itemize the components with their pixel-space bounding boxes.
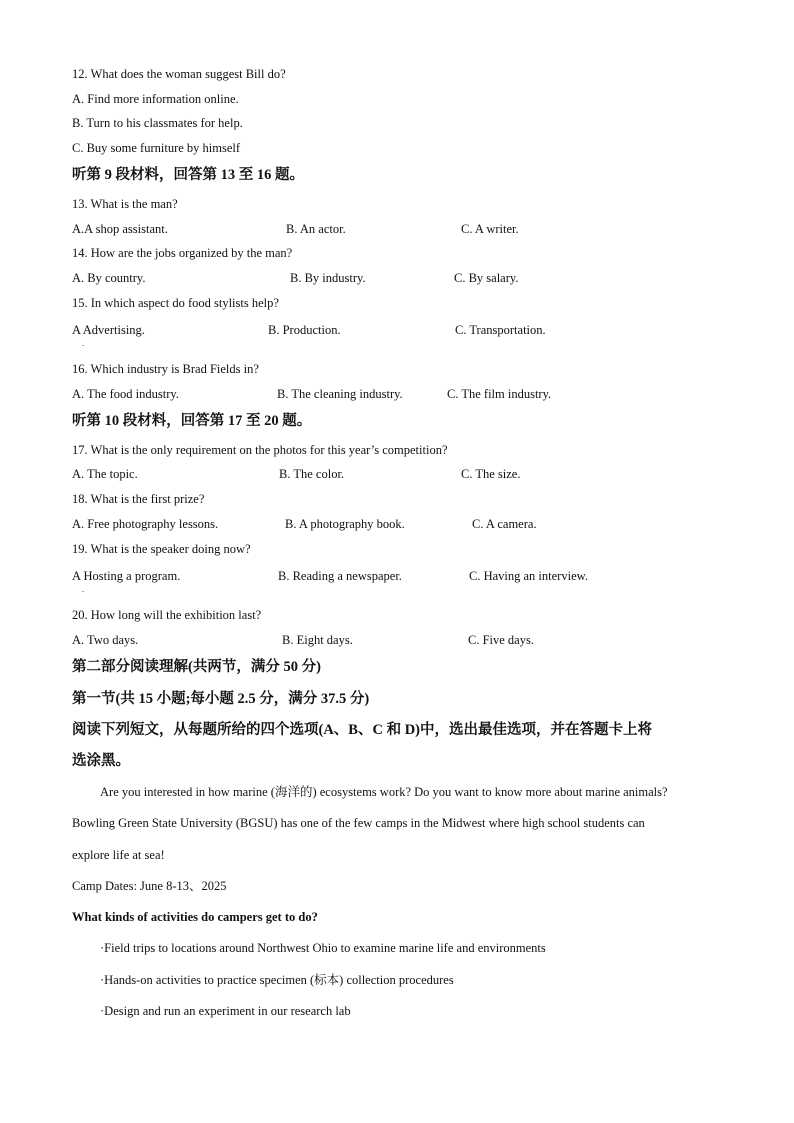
q17-option-b: B. The color. [279, 467, 345, 481]
q18-option-b: B. A photography book. [285, 517, 405, 531]
q12-option-c: C. Buy some furniture by himself [72, 141, 241, 155]
q19-dot: . [82, 585, 84, 594]
q14-option-b: B. By industry. [290, 271, 366, 285]
q18-question: 18. What is the first prize? [72, 492, 205, 506]
q18-option-a: A. Free photography lessons. [72, 517, 219, 531]
camp-dates: Camp Dates: June 8-13、2025 [72, 879, 227, 893]
q13-option-b: B. An actor. [286, 222, 346, 236]
q20-option-a: A. Two days. [72, 633, 139, 647]
passage-line-1: Are you interested in how marine (海洋的) ecosystems work? Do you want to know more about marine animals? [100, 785, 668, 799]
q16-question: 16. Which industry is Brad Fields in? [72, 362, 259, 376]
q16-option-a: A. The food industry. [72, 387, 179, 401]
q19-option-b: B. Reading a newspaper. [278, 569, 402, 583]
activity-bullet: ·Hands-on activities to practice specimen (标本) collection procedures [100, 973, 454, 987]
q14-question: 14. How are the jobs organized by the man? [72, 246, 293, 260]
q16-option-b: B. The cleaning industry. [277, 387, 403, 401]
q13-option-c: C. A writer. [461, 222, 519, 236]
q15-question: 15. In which aspect do food stylists help? [72, 296, 279, 310]
q15-option-c: C. Transportation. [455, 323, 546, 337]
q17-option-c: C. The size. [461, 467, 521, 481]
q15-dot: . [82, 339, 84, 348]
activities-heading: What kinds of activities do campers get to do? [72, 910, 318, 924]
activity-bullet: ·Design and run an experiment in our research lab [100, 1004, 351, 1018]
part-2-heading: 第二部分阅读理解(共两节，满分 50 分) [72, 659, 321, 675]
q14-option-c: C. By salary. [454, 271, 519, 285]
section-9-heading: 听第 9 段材料，回答第 13 至 16 题。 [72, 167, 304, 183]
q12-option-b: B. Turn to his classmates for help. [72, 116, 243, 130]
q16-option-c: C. The film industry. [447, 387, 552, 401]
part-2-section-1-heading: 第一节(共 15 小题;每小题 2.5 分，满分 37.5 分) [72, 691, 370, 707]
instruction-line-2: 选涂黑。 [72, 753, 130, 769]
instruction-line-1: 阅读下列短文，从每题所给的四个选项(A、B、C 和 D)中，选出最佳选项，并在答题卡上将 [72, 722, 652, 738]
q20-question: 20. How long will the exhibition last? [72, 608, 262, 622]
q13-option-a: A.A shop assistant. [72, 222, 168, 236]
q19-option-a: A Hosting a program. [72, 569, 181, 583]
q12-question: 12. What does the woman suggest Bill do? [72, 67, 286, 81]
passage-line-2: Bowling Green State University (BGSU) has one of the few camps in the Midwest where high school students can [72, 816, 645, 830]
section-10-heading: 听第 10 段材料，回答第 17 至 20 题。 [72, 413, 312, 429]
q17-option-a: A. The topic. [72, 467, 138, 481]
q15-option-b: B. Production. [268, 323, 341, 337]
q12-option-a: A. Find more information online. [72, 92, 239, 106]
q18-option-c: C. A camera. [472, 517, 537, 531]
q20-option-c: C. Five days. [468, 633, 534, 647]
q13-question: 13. What is the man? [72, 197, 178, 211]
q14-option-a: A. By country. [72, 271, 146, 285]
passage-line-3: explore life at sea! [72, 848, 165, 862]
q19-option-c: C. Having an interview. [469, 569, 588, 583]
q15-option-a: A Advertising. [72, 323, 145, 337]
q17-question: 17. What is the only requirement on the photos for this year’s competition? [72, 443, 448, 457]
activity-bullet: ·Field trips to locations around Northwest Ohio to examine marine life and environments [100, 941, 546, 955]
q20-option-b: B. Eight days. [282, 633, 353, 647]
q19-question: 19. What is the speaker doing now? [72, 542, 251, 556]
